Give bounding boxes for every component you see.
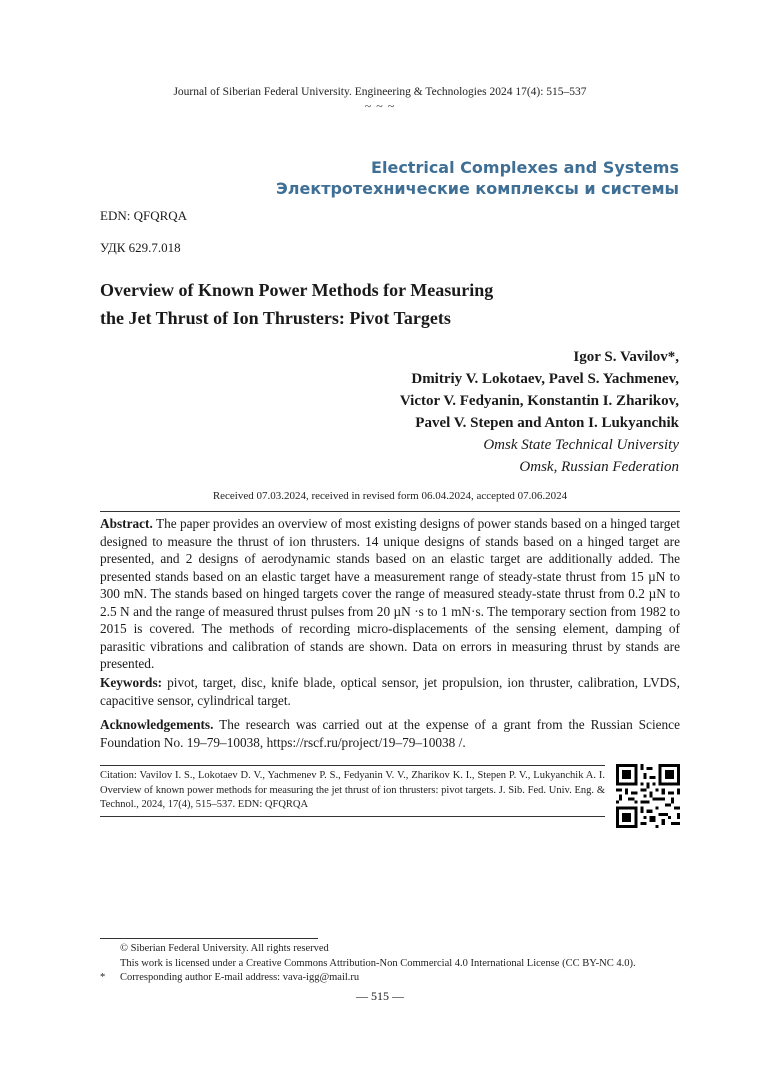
citation-divider-bottom bbox=[100, 816, 605, 817]
footnote-divider bbox=[100, 938, 318, 939]
citation: Citation: Vavilov I. S., Lokotaev D. V., Yachmenev P. S., Fedyanin V. V., Zharikov K. I., Stepen P. V., Lukyanchik A. I. Overview of known power methods for measuring the jet thrust of ion thrusters: pivot targets. J. Sib. Fed. Univ. Eng. & Technol., 2024, 17(4), 515–537. EDN: QFQRQA bbox=[100, 770, 605, 810]
affiliation-location: Omsk, Russian Federation bbox=[519, 459, 679, 475]
footnotes bbox=[100, 942, 636, 986]
abstract-label: Abstract. bbox=[100, 516, 153, 531]
paper-title bbox=[100, 276, 660, 332]
qr-code-icon bbox=[616, 764, 680, 828]
page-number: — 515 — bbox=[356, 989, 404, 1003]
keywords bbox=[100, 674, 680, 709]
keywords-text: pivot, target, disc, knife blade, optical sensor, jet propulsion, ion thruster, calibration, LVDS, capacitive sensor, cylindrical target. bbox=[100, 675, 680, 708]
abstract bbox=[100, 515, 680, 673]
author-line-3: Victor V. Fedyanin, Konstantin I. Zharikov, bbox=[399, 393, 679, 409]
divider bbox=[100, 511, 680, 512]
edn-code: EDN: QFQRQA bbox=[100, 208, 188, 223]
journal-header: Journal of Siberian Federal University. Engineering & Technologies 2024 17(4): 515–537 bbox=[173, 86, 587, 98]
section-title-en: Electrical Complexes and Systems bbox=[371, 158, 679, 177]
author-line-4: Pavel V. Stepen and Anton I. Lukyanchik bbox=[415, 415, 679, 431]
header-ornament: ~ ~ ~ bbox=[364, 99, 396, 113]
footnote-mark: * bbox=[100, 972, 106, 983]
paper-title-line-1: Overview of Known Power Methods for Measuring bbox=[100, 280, 494, 300]
received-dates: Received 07.03.2024, received in revised form 06.04.2024, accepted 07.06.2024 bbox=[212, 490, 568, 502]
citation-divider-top bbox=[100, 765, 605, 766]
keywords-label: Keywords: bbox=[100, 675, 163, 690]
acknowledgements-text: The research was carried out at the expense of a grant from the Russian Science Foundation No. 19–79–10038, https://rscf.ru/project/19–79–10038 /. bbox=[100, 717, 680, 750]
acknowledgements-label: Acknowledgements. bbox=[100, 717, 214, 732]
acknowledgements bbox=[100, 716, 680, 751]
author-line-2: Dmitriy V. Lokotaev, Pavel S. Yachmenev, bbox=[411, 371, 679, 387]
paper-title-line-2: the Jet Thrust of Ion Thrusters: Pivot Targets bbox=[100, 308, 451, 328]
affiliation-university: Omsk State Technical University bbox=[483, 437, 679, 453]
udk-code: УДК 629.7.018 bbox=[100, 240, 181, 255]
section-title-ru: Электротехнические комплексы и системы bbox=[276, 179, 679, 198]
copyright-note: © Siberian Federal University. All rights reserved bbox=[120, 943, 329, 954]
author-block bbox=[400, 346, 679, 478]
abstract-text: The paper provides an overview of most existing designs of power stands based on a hinged target designed to measure the thrust of ion thrusters. 14 unique designs of stands based on a hinged target are presented, and 2 designs of aerodynamic stands based on an elastic target are additionally added. The presented stands based on an elastic target have a measurement range of steady-state thrust from 15 µN to 300 mN. The stands based on hinged targets cover the range of measured steady-state thrust from 0.2 µN to 2.5 N and the range of measured thrust pulses from 20 µN ·s to 1 mN·s. The temporary section from 1982 to 2015 is covered. The methods of recording micro-displacements of the sensing element, damping of parasitic vibrations and calibration of stands are shown. Data on errors in measuring thrust by stands are presented. bbox=[100, 516, 680, 671]
author-line-1: Igor S. Vavilov*, bbox=[573, 349, 679, 365]
license-note: This work is licensed under a Creative Commons Attribution-Non Commercial 4.0 International License (CC BY-NC 4.0). bbox=[120, 957, 636, 969]
corresponding-author-note: * Corresponding author E-mail address: vava-igg@mail.ru bbox=[100, 971, 636, 986]
